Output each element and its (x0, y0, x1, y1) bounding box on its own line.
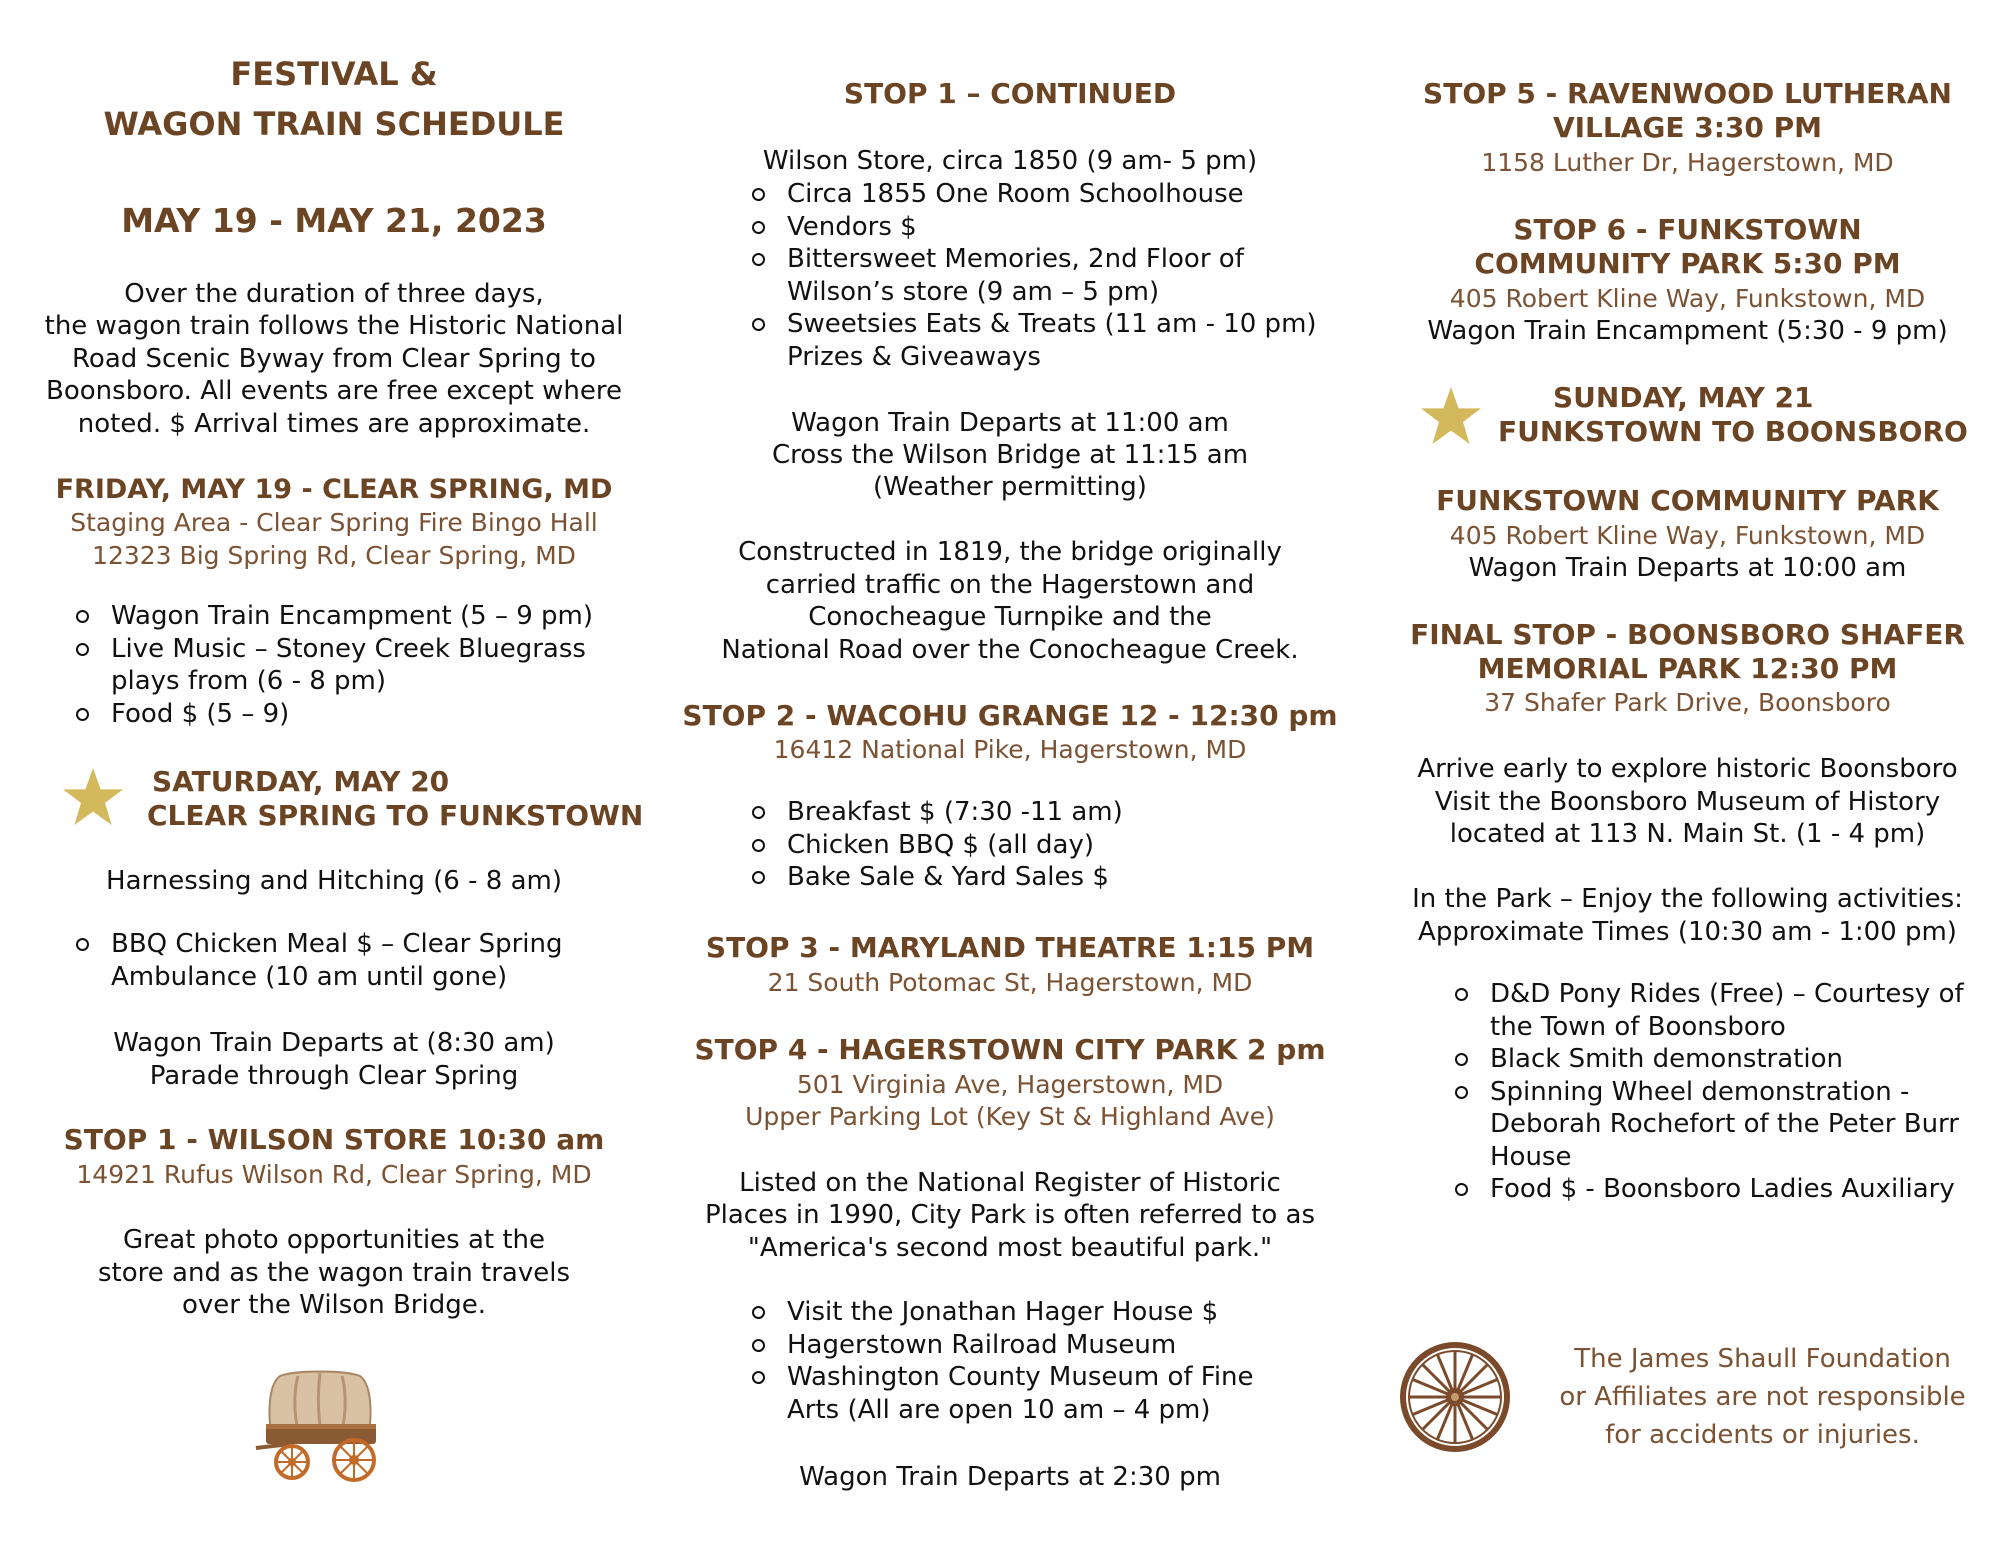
title-line-1: FESTIVAL & (230, 55, 438, 93)
intro-line: the wagon train follows the Historic National (44, 311, 624, 341)
disclaimer-line: for accidents or injuries. (1605, 1420, 1920, 1450)
bridge-text-line: carried traffic on the Hagerstown and (765, 570, 1255, 600)
park-text-line: "America's second most beautiful park." (747, 1233, 1273, 1263)
list-item: Visit the Jonathan Hager House $ (752, 1296, 1254, 1329)
disclaimer-line: or Affiliates are not responsible (1559, 1382, 1966, 1412)
disclaimer-line: The James Shaull Foundation (1574, 1344, 1951, 1374)
departs-line: Wagon Train Departs at 11:00 am (791, 408, 1229, 438)
intro-line: Road Scenic Byway from Clear Spring to (72, 344, 596, 374)
funkstown-departs: Wagon Train Departs at 10:00 am (1468, 553, 1907, 583)
stop4-address-2: Upper Parking Lot (Key St & Highland Ave) (745, 1102, 1275, 1131)
bridge-text-line: Constructed in 1819, the bridge originally (738, 537, 1282, 567)
departs-230: Wagon Train Departs at 2:30 pm (799, 1462, 1221, 1492)
list-item: Circa 1855 One Room Schoolhouse (752, 178, 1317, 211)
departs-line-1: Wagon Train Departs at (8:30 am) (113, 1028, 555, 1058)
column-middle (675, 0, 1345, 1545)
photo-text-line: store and as the wagon train travels (98, 1258, 570, 1288)
list-item: D&D Pony Rides (Free) – Courtesy of the Town of Boonsboro (1455, 978, 1964, 1043)
list-item: Food $ - Boonsboro Ladies Auxiliary (1455, 1173, 1964, 1206)
stop4-list (752, 1296, 1254, 1426)
intro-line: Boonsboro. All events are free except where (46, 376, 622, 406)
funkstown-heading: FUNKSTOWN COMMUNITY PARK (1436, 484, 1939, 517)
stop2-list (752, 796, 1123, 894)
stop4-heading: STOP 4 - HAGERSTOWN CITY PARK 2 pm (694, 1033, 1326, 1066)
stop5-heading-line-2: VILLAGE 3:30 PM (1552, 111, 1823, 144)
departs-line: (Weather permitting) (873, 472, 1147, 502)
photo-text-line: over the Wilson Bridge. (182, 1290, 486, 1320)
park-text-line: Listed on the National Register of Historic (739, 1168, 1281, 1198)
park-activities-line: In the Park – Enjoy the following activities: (1412, 884, 1963, 914)
list-item: Bake Sale & Yard Sales $ (752, 861, 1123, 894)
arrive-text-line: Visit the Boonsboro Museum of History (1434, 787, 1941, 817)
park-activities-line: Approximate Times (10:30 am - 1:00 pm) (1418, 917, 1957, 947)
list-item: BBQ Chicken Meal $ – Clear Spring Ambulance (10 am until gone) (76, 928, 563, 993)
list-item: Breakfast $ (7:30 -11 am) (752, 796, 1123, 829)
final-address: 37 Shafer Park Drive, Boonsboro (1484, 688, 1891, 717)
star-icon (1419, 385, 1483, 447)
wilson-store-text: Wilson Store, circa 1850 (9 am- 5 pm) (762, 146, 1258, 176)
arrive-text-line: Arrive early to explore historic Boonsboro (1417, 754, 1958, 784)
list-item: Sweetsies Eats & Treats (11 am - 10 pm) Prizes & Giveaways (752, 308, 1317, 373)
funkstown-address: 405 Robert Kline Way, Funkstown, MD (1449, 521, 1926, 550)
stop6-heading-line-1: STOP 6 - FUNKSTOWN (1513, 213, 1862, 246)
intro-line: Over the duration of three days, (124, 279, 544, 309)
festival-dates: MAY 19 - MAY 21, 2023 (121, 201, 547, 240)
park-text-line: Places in 1990, City Park is often referred to as (704, 1200, 1316, 1230)
arrive-text-line: located at 113 N. Main St. (1 - 4 pm) (1449, 819, 1926, 849)
stop4-address-1: 501 Virginia Ave, Hagerstown, MD (796, 1070, 1224, 1099)
list-item: Vendors $ (752, 211, 1317, 244)
stop1-continued-heading: STOP 1 – CONTINUED (843, 77, 1177, 110)
list-item: Chicken BBQ $ (all day) (752, 829, 1123, 862)
stop6-heading-line-2: COMMUNITY PARK 5:30 PM (1474, 247, 1901, 280)
list-item: Hagerstown Railroad Museum (752, 1329, 1254, 1362)
column-right (1375, 0, 2000, 1545)
stop3-heading: STOP 3 - MARYLAND THEATRE 1:15 PM (705, 931, 1315, 964)
stop5-address: 1158 Luther Dr, Hagerstown, MD (1481, 148, 1894, 177)
stop1-heading: STOP 1 - WILSON STORE 10:30 am (63, 1123, 605, 1156)
bridge-text-line: National Road over the Conocheague Creek. (721, 635, 1299, 665)
list-item: Food $ (5 – 9) (76, 698, 593, 731)
final-heading-line-1: FINAL STOP - BOONSBORO SHAFER (1410, 618, 1965, 651)
title-line-2: WAGON TRAIN SCHEDULE (103, 105, 565, 143)
sunday-heading-line-2: FUNKSTOWN TO BOONSBORO (1498, 415, 1968, 448)
photo-text-line: Great photo opportunities at the (122, 1225, 546, 1255)
final-heading-line-2: MEMORIAL PARK 12:30 PM (1477, 652, 1898, 685)
saturday-heading-line-2: CLEAR SPRING TO FUNKSTOWN (147, 799, 644, 832)
wagon-wheel-icon (1398, 1340, 1512, 1454)
saturday-list (76, 928, 563, 993)
friday-heading: FRIDAY, MAY 19 - CLEAR SPRING, MD (55, 474, 613, 505)
sunday-heading-line-1: SUNDAY, MAY 21 (1553, 381, 1814, 414)
list-item: Live Music – Stoney Creek Bluegrass plays from (6 - 8 pm) (76, 633, 593, 698)
stop6-encampment: Wagon Train Encampment (5:30 - 9 pm) (1427, 316, 1948, 346)
friday-address: 12323 Big Spring Rd, Clear Spring, MD (92, 541, 576, 570)
covered-wagon-icon (250, 1368, 390, 1483)
list-item: Black Smith demonstration (1455, 1043, 1964, 1076)
stop5-heading-line-1: STOP 5 - RAVENWOOD LUTHERAN (1423, 77, 1952, 110)
final-list (1455, 978, 1964, 1206)
friday-staging: Staging Area - Clear Spring Fire Bingo Hall (70, 508, 598, 537)
stop1-address: 14921 Rufus Wilson Rd, Clear Spring, MD (76, 1160, 592, 1189)
stop3-address: 21 South Potomac St, Hagerstown, MD (767, 968, 1253, 997)
column-left (0, 0, 668, 1545)
harnessing-text: Harnessing and Hitching (6 - 8 am) (106, 866, 562, 896)
list-item: Washington County Museum of Fine Arts (All are open 10 am – 4 pm) (752, 1361, 1254, 1426)
stop2-heading: STOP 2 - WACOHU GRANGE 12 - 12:30 pm (682, 699, 1338, 732)
list-item: Spinning Wheel demonstration - Deborah Rochefort of the Peter Burr House (1455, 1076, 1964, 1174)
stop6-address: 405 Robert Kline Way, Funkstown, MD (1449, 284, 1926, 313)
saturday-heading-line-1: SATURDAY, MAY 20 (152, 765, 450, 798)
star-icon (61, 766, 125, 828)
friday-list (76, 600, 593, 730)
departs-line: Cross the Wilson Bridge at 11:15 am (771, 440, 1249, 470)
departs-line-2: Parade through Clear Spring (149, 1061, 519, 1091)
list-item: Wagon Train Encampment (5 – 9 pm) (76, 600, 593, 633)
list-item: Bittersweet Memories, 2nd Floor of Wilson’s store (9 am – 5 pm) (752, 243, 1317, 308)
stop1-list (752, 178, 1317, 373)
intro-line: noted. $ Arrival times are approximate. (77, 409, 591, 439)
stop2-address: 16412 National Pike, Hagerstown, MD (773, 735, 1247, 764)
bridge-text-line: Conocheague Turnpike and the (808, 602, 1212, 632)
